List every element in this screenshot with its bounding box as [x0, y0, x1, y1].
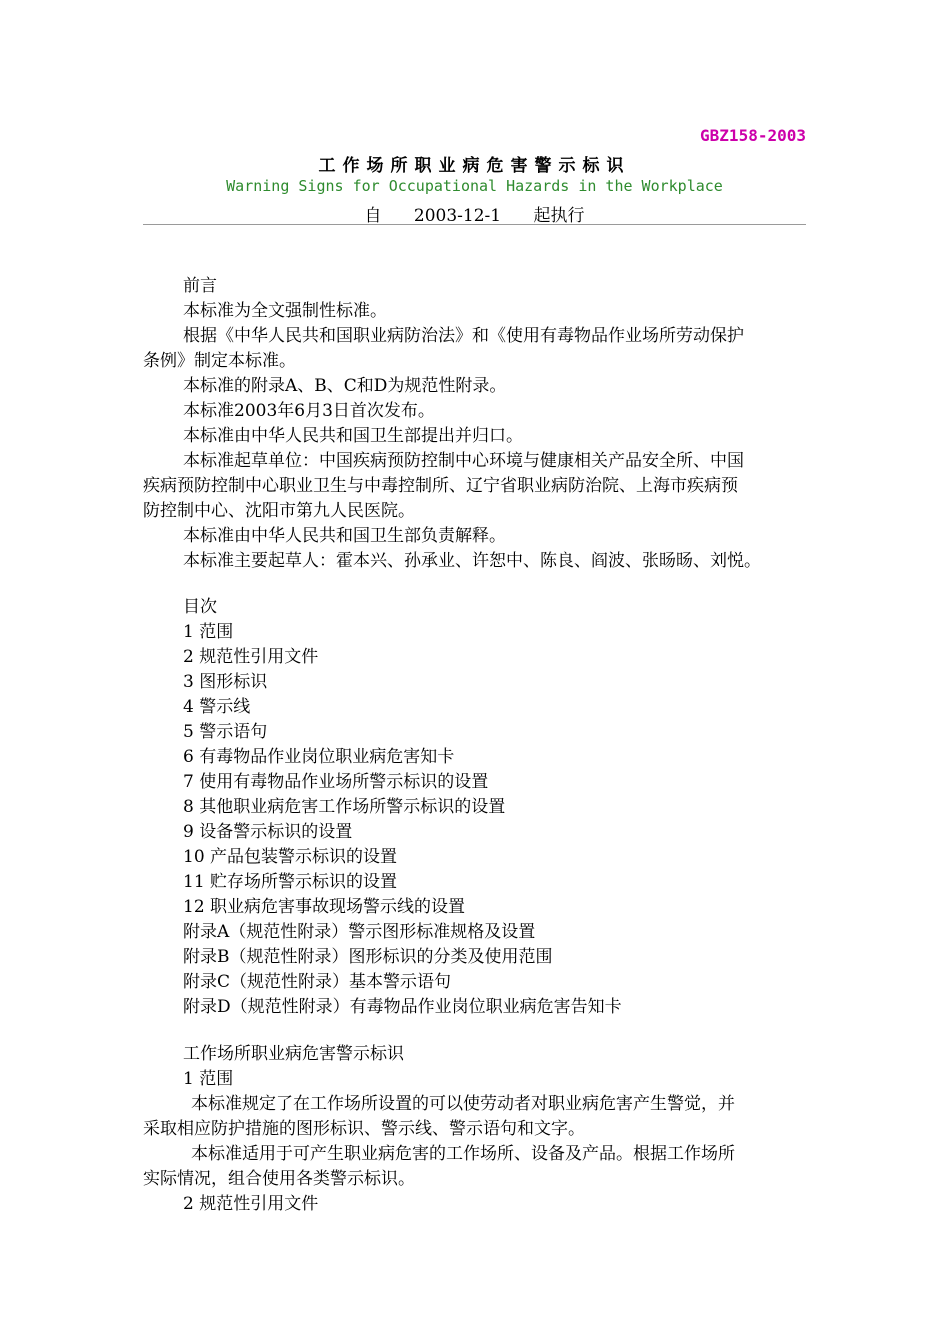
- foreword-paragraph: 本标准的附录A、B、C和D为规范性附录。: [183, 376, 507, 396]
- document-title-chinese: 工作场所职业病危害警示标识: [318, 156, 631, 176]
- body-title: 工作场所职业病危害警示标识: [183, 1044, 404, 1064]
- toc-item: 1 范围: [183, 622, 234, 642]
- standard-number: GBZ158-2003: [700, 126, 806, 145]
- toc-item: 附录C（规范性附录）基本警示语句: [183, 972, 452, 992]
- section-heading: 2 规范性引用文件: [183, 1194, 319, 1214]
- toc-item: 6 有毒物品作业岗位职业病危害知卡: [183, 747, 455, 767]
- body-paragraph: 采取相应防护措施的图形标识、警示线、警示语句和文字。: [143, 1119, 585, 1139]
- foreword-paragraph: 本标准由中华人民共和国卫生部负责解释。: [183, 526, 506, 546]
- foreword-paragraph: 本标准为全文强制性标准。: [183, 301, 387, 321]
- body-paragraph: 实际情况，组合使用各类警示标识。: [143, 1169, 415, 1189]
- toc-item: 附录A（规范性附录）警示图形标准规格及设置: [183, 922, 536, 942]
- foreword-paragraph: 本标准由中华人民共和国卫生部提出并归口。: [183, 426, 523, 446]
- header-divider: [143, 224, 806, 225]
- foreword-paragraph: 条例》制定本标准。: [143, 351, 296, 371]
- toc-item: 附录D（规范性附录）有毒物品作业岗位职业病危害告知卡: [183, 997, 622, 1017]
- foreword-paragraph: 疾病预防控制中心职业卫生与中毒控制所、辽宁省职业病防治院、上海市疾病预: [143, 476, 738, 496]
- document-title-english: Warning Signs for Occupational Hazards in the Workplace: [226, 177, 723, 195]
- foreword-paragraph: 本标准起草单位：中国疾病预防控制中心环境与健康相关产品安全所、中国: [183, 451, 744, 471]
- toc-item: 8 其他职业病危害工作场所警示标识的设置: [183, 797, 506, 817]
- toc-item: 附录B（规范性附录）图形标识的分类及使用范围: [183, 947, 553, 967]
- foreword-paragraph: 本标准2003年6月3日首次发布。: [183, 401, 435, 421]
- toc-item: 5 警示语句: [183, 722, 268, 742]
- toc-heading: 目次: [183, 597, 217, 617]
- section-heading: 1 范围: [183, 1069, 234, 1089]
- toc-item: 3 图形标识: [183, 672, 268, 692]
- toc-item: 2 规范性引用文件: [183, 647, 319, 667]
- foreword-paragraph: 防控制中心、沈阳市第九人民医院。: [143, 501, 415, 521]
- toc-item: 12 职业病危害事故现场警示线的设置: [183, 897, 466, 917]
- toc-item: 7 使用有毒物品作业场所警示标识的设置: [183, 772, 489, 792]
- foreword-paragraph: 本标准主要起草人：霍本兴、孙承业、许恕中、陈良、阎波、张旸旸、刘悦。: [183, 551, 761, 571]
- toc-item: 9 设备警示标识的设置: [183, 822, 353, 842]
- effective-date-line: [143, 201, 806, 226]
- foreword-paragraph: 根据《中华人民共和国职业病防治法》和《使用有毒物品作业场所劳动保护: [183, 326, 744, 346]
- effective-date: 2003-12-1: [413, 206, 502, 226]
- effective-prefix: 自: [364, 206, 382, 226]
- toc-item: 10 产品包装警示标识的设置: [183, 847, 398, 867]
- effective-suffix: 起执行: [533, 206, 585, 226]
- body-paragraph: 本标准规定了在工作场所设置的可以使劳动者对职业病危害产生警觉，并: [191, 1094, 735, 1114]
- toc-item: 11 贮存场所警示标识的设置: [183, 872, 398, 892]
- foreword-heading: 前言: [183, 276, 217, 296]
- toc-item: 4 警示线: [183, 697, 251, 717]
- body-paragraph: 本标准适用于可产生职业病危害的工作场所、设备及产品。根据工作场所: [191, 1144, 735, 1164]
